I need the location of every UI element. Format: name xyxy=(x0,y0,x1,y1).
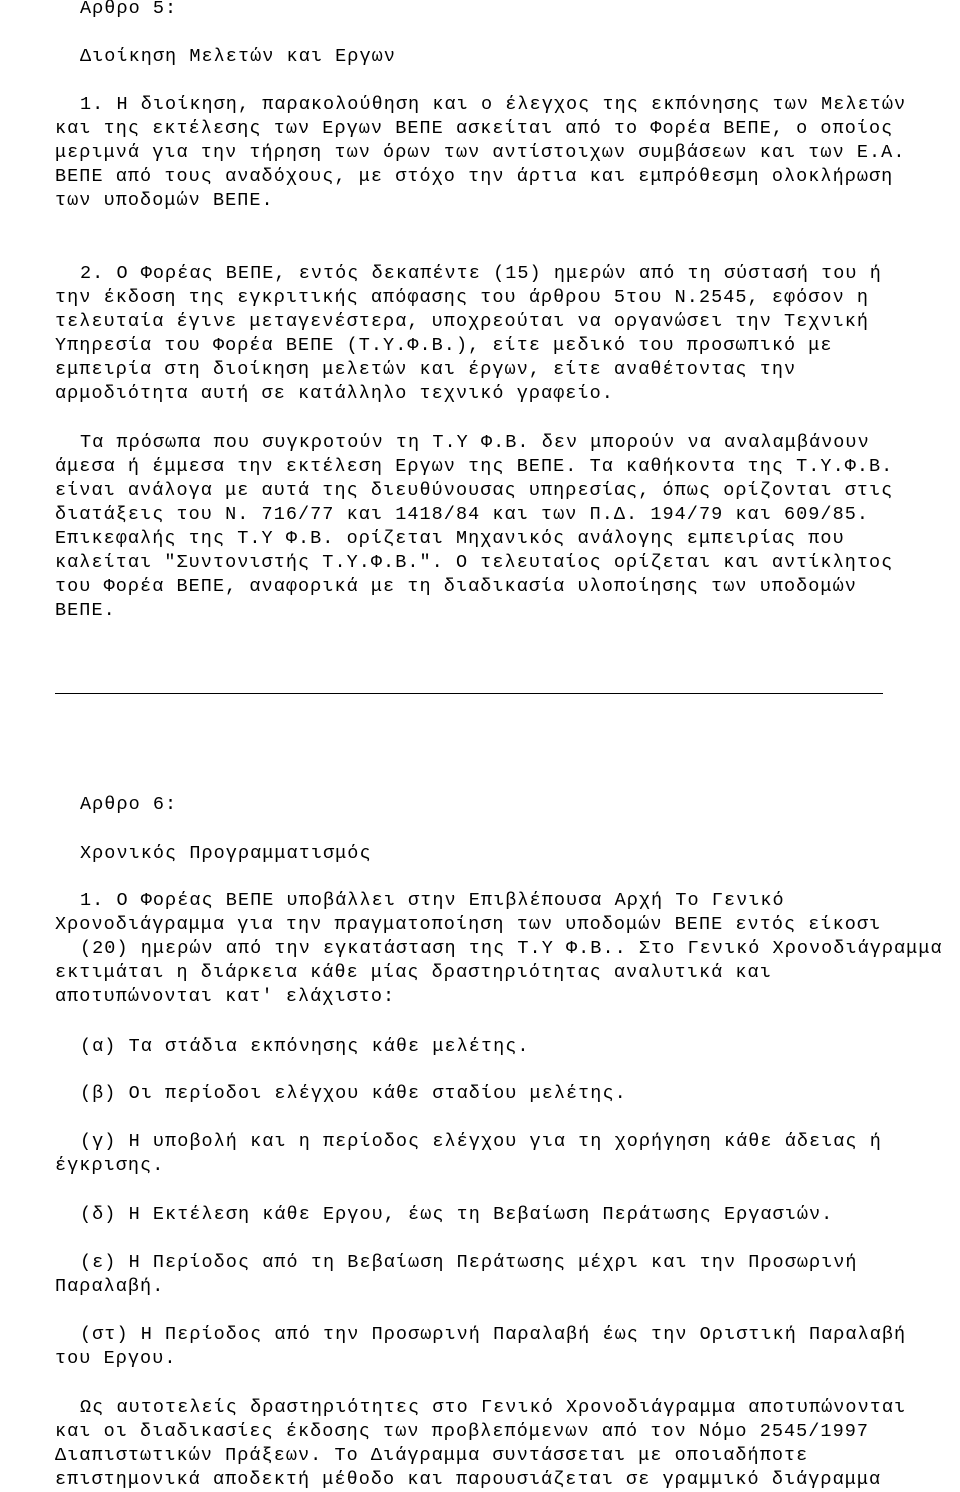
article-6-para-1-line: 1. Ο Φορέας ΒΕΠΕ υποβάλλει στην Επιβλέπουσα Αρχή Το Γενικό xyxy=(80,890,785,911)
article-6-item-e-line: (ε) Η Περίοδος από τη Βεβαίωση Περάτωσης μέχρι και την Προσωρινή xyxy=(80,1252,858,1273)
article-6-title: Χρονικός Προγραμματισμός xyxy=(80,843,372,864)
article-5-para-3-line: είναι ανάλογα με αυτά της διευθύνουσας υπηρεσίας, όπως ορίζονται στις xyxy=(55,480,894,501)
article-6-last-para-line: Ως αυτοτελείς δραστηριότητες στο Γενικό Χρονοδιάγραμμα αποτυπώνονται xyxy=(80,1397,907,1418)
article-5-para-3-line: καλείται "Συντονιστής Τ.Υ.Φ.Β.". Ο τελευταίος ορίζεται και αντίκλητος xyxy=(55,552,894,573)
article-5-heading: Αρθρο 5: xyxy=(80,0,178,19)
article-5-para-3-line: Επικεφαλής της Τ.Υ Φ.Β. ορίζεται Μηχανικός ανάλογης εμπειρίας που xyxy=(55,528,845,549)
article-6-para-1-line: (20) ημερών από την εγκατάσταση της Τ.Υ Φ.Β.. Στο Γενικό Χρονοδιάγραμμα xyxy=(80,938,943,959)
article-5-para-3-line: άμεσα ή έμμεσα την εκτέλεση Εργων της ΒΕΠΕ. Τα καθήκοντα της Τ.Υ.Φ.Β. xyxy=(55,456,894,477)
article-6-item-d: (δ) Η Εκτέλεση κάθε Εργου, έως τη Βεβαίωση Περάτωσης Εργασιών. xyxy=(80,1204,834,1225)
article-5-title: Διοίκηση Μελετών και Εργων xyxy=(80,46,396,67)
article-6-item-b: (β) Οι περίοδοι ελέγχου κάθε σταδίου μελέτης. xyxy=(80,1083,627,1104)
article-5-para-3-line: διατάξεις του Ν. 716/77 και 1418/84 και των Π.Δ. 194/79 και 609/85. xyxy=(55,504,870,525)
article-5-para-3-line: ΒΕΠΕ. xyxy=(55,600,116,621)
article-6-para-1-line: αποτυπώνονται κατ' ελάχιστο: xyxy=(55,986,396,1007)
section-separator xyxy=(55,693,883,694)
article-6-item-c-line: έγκρισης. xyxy=(55,1155,165,1176)
article-5-para-2-line: εμπειρία στη διοίκηση μελετών και έργων, είτε αναθέτοντας την xyxy=(55,359,797,380)
article-5-para-3-line: Τα πρόσωπα που συγκροτούν τη Τ.Υ Φ.Β. δεν μπορούν να αναλαμβάνουν xyxy=(80,432,870,453)
article-5-para-1-line: και της εκτέλεσης των Εργων ΒΕΠΕ ασκείται από το Φορέα ΒΕΠΕ, ο οποίος xyxy=(55,118,894,139)
article-6-para-1-line: Χρονοδιάγραμμα για την πραγματοποίηση των υποδομών ΒΕΠΕ εντός είκοσι xyxy=(55,914,882,935)
article-5-para-1-line: 1. Η διοίκηση, παρακολούθηση και ο έλεγχος της εκπόνησης των Μελετών xyxy=(80,94,907,115)
article-6-item-st-line: του Εργου. xyxy=(55,1348,177,1369)
article-5-para-1-line: των υποδομών ΒΕΠΕ. xyxy=(55,190,274,211)
article-5-para-2-line: την έκδοση της εγκριτικής απόφασης του άρθρου 5του Ν.2545, εφόσον η xyxy=(55,287,870,308)
article-5-para-1-line: μεριμνά για την τήρηση των όρων των αντίστοιχων συμβάσεων και των Ε.Α. xyxy=(55,142,906,163)
article-5-para-2-line: τελευταία έγινε μεταγενέστερα, υποχρεούται να οργανώσει την Τεχνική xyxy=(55,311,870,332)
article-5-para-3-line: του Φορέα ΒΕΠΕ, αναφορικά με τη διαδικασία υλοποίησης των υποδομών xyxy=(55,576,857,597)
article-6-last-para-line: επιστημονικά αποδεκτή μέθοδο και παρουσιάζεται σε γραμμικό διάγραμμα xyxy=(55,1469,882,1490)
article-6-item-c-line: (γ) Η υποβολή και η περίοδος ελέγχου για τη χορήγηση κάθε άδειας ή xyxy=(80,1131,882,1152)
article-6-heading: Αρθρο 6: xyxy=(80,794,178,815)
article-6-last-para-line: και οι διαδικασίες έκδοσης των προβλεπόμενων από τον Νόμο 2545/1997 xyxy=(55,1421,870,1442)
article-6-item-a: (α) Τα στάδια εκπόνησης κάθε μελέτης. xyxy=(80,1036,530,1057)
article-5-para-2-line: αρμοδιότητα αυτή σε κατάλληλο τεχνικό γραφείο. xyxy=(55,383,614,404)
article-6-last-para-line: Διαπιστωτικών Πράξεων. Το Διάγραμμα συντάσσεται με οποιαδήποτε xyxy=(55,1445,809,1466)
article-5-para-2-line: 2. Ο Φορέας ΒΕΠΕ, εντός δεκαπέντε (15) ημερών από τη σύστασή του ή xyxy=(80,263,882,284)
article-5-para-2-line: Υπηρεσία του Φορέα ΒΕΠΕ (Τ.Υ.Φ.Β.), είτε μεδικό του προσωπικό με xyxy=(55,335,833,356)
article-6-para-1-line: εκτιμάται η διάρκεια κάθε μίας δραστηριότητας αναλυτικά και xyxy=(55,962,772,983)
article-6-item-e-line: Παραλαβή. xyxy=(55,1276,165,1297)
article-5-para-1-line: ΒΕΠΕ από τους αναδόχους, με στόχο την άρτια και εμπρόθεσμη ολοκλήρωση xyxy=(55,166,894,187)
article-6-item-st-line: (στ) Η Περίοδος από την Προσωρινή Παραλαβή έως την Οριστική Παραλαβή xyxy=(80,1324,907,1345)
